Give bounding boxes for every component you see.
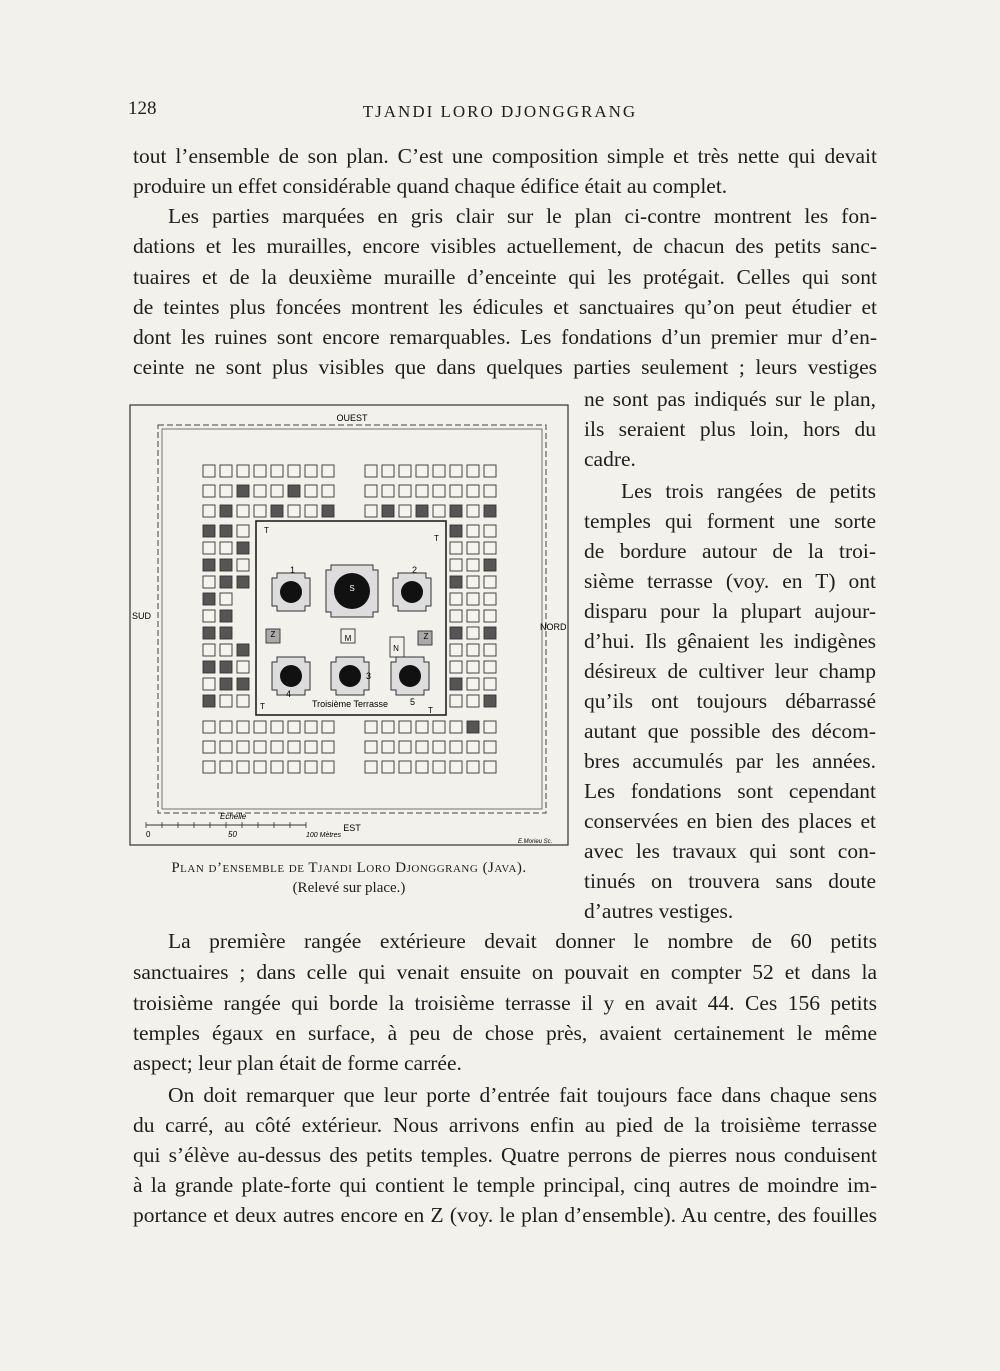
small-temple bbox=[484, 741, 496, 753]
small-temple bbox=[203, 644, 215, 656]
small-temple bbox=[305, 465, 317, 477]
small-temple bbox=[365, 721, 377, 733]
small-temple bbox=[399, 465, 411, 477]
small-temple bbox=[467, 525, 479, 537]
small-temple bbox=[416, 761, 428, 773]
text-line: La première rangée extérieure devait donner le nombre de 60 petits bbox=[168, 929, 877, 953]
side-text-line: d’autres vestiges. bbox=[584, 899, 734, 923]
small-temple bbox=[484, 525, 496, 537]
small-temple bbox=[220, 576, 232, 588]
small-temple bbox=[305, 505, 317, 517]
figure-caption-note: (Relevé sur place.) bbox=[292, 880, 406, 896]
side-text-line: conservées en bien des places et bbox=[584, 809, 876, 833]
small-temple bbox=[220, 627, 232, 639]
shrine bbox=[393, 573, 431, 611]
small-temple bbox=[203, 661, 215, 673]
side-text-line: disparu pour la plupart aujour- bbox=[584, 599, 876, 623]
small-temple bbox=[450, 610, 462, 622]
small-temple bbox=[416, 465, 428, 477]
small-temple bbox=[450, 627, 462, 639]
small-temple bbox=[288, 465, 300, 477]
label-t: T bbox=[264, 526, 269, 535]
site-plan-figure bbox=[128, 403, 570, 849]
small-temple bbox=[271, 465, 283, 477]
small-temple bbox=[382, 485, 394, 497]
shrine-number-1: 1 bbox=[290, 565, 296, 575]
small-temple bbox=[288, 485, 300, 497]
text-line: temples égaux en surface, à peu de chose près, avaient certainement le même bbox=[133, 1021, 877, 1045]
small-temple bbox=[305, 761, 317, 773]
side-text-line: sième terrasse (voy. en T) ont bbox=[584, 569, 876, 593]
side-text-line: Les fondations sont cependant bbox=[584, 779, 876, 803]
small-temple bbox=[399, 721, 411, 733]
small-temple bbox=[220, 610, 232, 622]
small-temple bbox=[450, 695, 462, 707]
side-text-line: tinués on trouvera sans doute bbox=[584, 869, 876, 893]
small-temple bbox=[322, 721, 334, 733]
small-temple bbox=[484, 721, 496, 733]
scale-fifty: 50 bbox=[228, 830, 237, 839]
small-temple bbox=[484, 593, 496, 605]
small-temple bbox=[467, 505, 479, 517]
small-temple bbox=[237, 695, 249, 707]
small-temple bbox=[433, 465, 445, 477]
side-text-line: ils seraient plus loin, hors du bbox=[584, 417, 876, 441]
small-temple bbox=[203, 593, 215, 605]
small-temple bbox=[450, 761, 462, 773]
label-z: Z bbox=[423, 632, 429, 641]
small-temple bbox=[365, 465, 377, 477]
text-line: ceinte ne sont plus visibles que dans quelques parties seulement ; leurs vestiges bbox=[133, 355, 877, 379]
small-temple bbox=[203, 576, 215, 588]
small-temple bbox=[305, 721, 317, 733]
small-temple bbox=[365, 761, 377, 773]
small-temple bbox=[237, 485, 249, 497]
small-temple bbox=[484, 576, 496, 588]
small-temple bbox=[203, 505, 215, 517]
label-t: T bbox=[260, 702, 265, 711]
small-temple bbox=[467, 542, 479, 554]
small-temple bbox=[203, 627, 215, 639]
small-temple bbox=[484, 485, 496, 497]
small-temple bbox=[237, 542, 249, 554]
small-temple bbox=[399, 761, 411, 773]
small-temple bbox=[288, 741, 300, 753]
small-temple bbox=[254, 505, 266, 517]
small-temple bbox=[237, 465, 249, 477]
small-temple bbox=[467, 741, 479, 753]
side-text-line: autant que possible des décom- bbox=[584, 719, 876, 743]
text-line: tuaires et de la deuxième muraille d’enceinte qui les protégait. Celles qui sont bbox=[133, 265, 877, 289]
running-title: TJANDI LORO DJONGGRANG bbox=[362, 102, 638, 121]
small-temple bbox=[450, 525, 462, 537]
small-temple bbox=[365, 505, 377, 517]
page-number: 128 bbox=[128, 98, 157, 119]
text-line: tout l’ensemble de son plan. C’est une composition simple et très nette qui devait bbox=[133, 144, 877, 168]
shrine-number-5: 5 bbox=[410, 697, 416, 707]
figure-frame bbox=[130, 405, 568, 845]
small-temple bbox=[382, 465, 394, 477]
small-temple bbox=[450, 644, 462, 656]
label-z: Z bbox=[270, 630, 276, 639]
small-temple bbox=[203, 465, 215, 477]
small-temple bbox=[399, 505, 411, 517]
small-temple bbox=[450, 576, 462, 588]
small-temple bbox=[220, 695, 232, 707]
side-text-line: cadre. bbox=[584, 447, 636, 471]
text-line: Les parties marquées en gris clair sur le plan ci-contre montrent les fon- bbox=[168, 204, 877, 228]
small-temple bbox=[484, 661, 496, 673]
small-temple bbox=[322, 505, 334, 517]
small-temple bbox=[220, 465, 232, 477]
side-text-line: qu’ils ont toujours débarrassé bbox=[584, 689, 876, 713]
scale-title: Echelle bbox=[220, 812, 247, 821]
small-temple bbox=[254, 741, 266, 753]
small-temple bbox=[254, 485, 266, 497]
shrine bbox=[331, 657, 372, 695]
small-temple bbox=[416, 485, 428, 497]
small-temple bbox=[203, 485, 215, 497]
small-temple bbox=[203, 741, 215, 753]
small-temple bbox=[271, 741, 283, 753]
text-line: qui s’élève au-dessus des petits temples. Quatre perrons de pierres nous conduisent bbox=[133, 1143, 877, 1167]
small-temple bbox=[450, 485, 462, 497]
small-temple bbox=[382, 761, 394, 773]
small-temple bbox=[237, 525, 249, 537]
small-temple bbox=[416, 505, 428, 517]
side-text-line: de bordure autour de la troi- bbox=[584, 539, 876, 563]
small-temple bbox=[220, 644, 232, 656]
small-temple bbox=[416, 721, 428, 733]
small-temple bbox=[467, 695, 479, 707]
scale-hundred: 100 Mètres bbox=[306, 832, 342, 839]
small-temple bbox=[433, 721, 445, 733]
small-temple bbox=[220, 661, 232, 673]
label-sud: SUD bbox=[132, 611, 152, 621]
small-temple bbox=[237, 741, 249, 753]
label-terrace: Troisième Terrasse bbox=[311, 699, 389, 709]
small-temple bbox=[203, 559, 215, 571]
text-line: dont les ruines sont encore remarquables. Les fondations d’un premier mur d’en- bbox=[133, 325, 877, 349]
small-temple bbox=[467, 644, 479, 656]
small-temple bbox=[484, 505, 496, 517]
small-temple bbox=[382, 721, 394, 733]
label-t: T bbox=[434, 534, 439, 543]
small-temple bbox=[484, 559, 496, 571]
side-text-line: Les trois rangées de petits bbox=[621, 479, 876, 503]
small-temple bbox=[450, 542, 462, 554]
small-temple bbox=[203, 721, 215, 733]
small-temple bbox=[220, 761, 232, 773]
small-temple bbox=[365, 485, 377, 497]
small-temple bbox=[484, 627, 496, 639]
text-line: produire un effet considérable quand chaque édifice était au complet. bbox=[133, 174, 728, 198]
small-temple bbox=[365, 741, 377, 753]
small-temple bbox=[288, 761, 300, 773]
text-line: sanctuaires ; dans celle qui venait ensuite on pouvait en compter 52 et dans la bbox=[133, 960, 877, 984]
small-temple bbox=[254, 761, 266, 773]
small-temple bbox=[237, 721, 249, 733]
small-temple bbox=[322, 741, 334, 753]
small-temple bbox=[467, 465, 479, 477]
small-temple bbox=[467, 761, 479, 773]
small-temple bbox=[271, 505, 283, 517]
label-t: T bbox=[428, 706, 433, 715]
small-temple bbox=[220, 741, 232, 753]
small-temple bbox=[484, 465, 496, 477]
text-line: troisième rangée qui borde la troisième terrasse il y en avait 44. Ces 156 petits bbox=[133, 991, 877, 1015]
shrine-number-2: 2 bbox=[412, 565, 418, 575]
small-temple bbox=[305, 485, 317, 497]
small-temple bbox=[237, 678, 249, 690]
text-line: portance et deux autres encore en Z (voy. le plan d’ensemble). Au centre, des fouilles bbox=[133, 1203, 877, 1227]
small-temple bbox=[382, 741, 394, 753]
text-line: du carré, au côté extérieur. Nous arrivons enfin au pied de la troisième terrasse bbox=[133, 1113, 877, 1137]
text-line: On doit remarquer que leur porte d’entrée fait toujours face dans chaque sens bbox=[168, 1083, 877, 1107]
small-temple bbox=[220, 485, 232, 497]
side-text-line: ne sont pas indiqués sur le plan, bbox=[584, 387, 876, 411]
small-temple bbox=[467, 485, 479, 497]
small-temple bbox=[271, 761, 283, 773]
small-temple bbox=[288, 505, 300, 517]
figure-caption: Plan d’ensemble de Tjandi Loro Djonggrang (Java). bbox=[171, 860, 527, 876]
small-temple bbox=[237, 505, 249, 517]
shrine-number-3: 3 bbox=[366, 671, 372, 681]
small-temple bbox=[322, 761, 334, 773]
small-temple bbox=[450, 505, 462, 517]
small-temple bbox=[237, 761, 249, 773]
small-temple bbox=[433, 741, 445, 753]
small-temple bbox=[220, 678, 232, 690]
small-temple bbox=[288, 721, 300, 733]
small-temple bbox=[203, 525, 215, 537]
small-temple bbox=[484, 695, 496, 707]
small-temple bbox=[254, 721, 266, 733]
small-temple bbox=[203, 542, 215, 554]
label-ouest: OUEST bbox=[336, 413, 368, 423]
scale-zero: 0 bbox=[146, 830, 151, 839]
small-temple bbox=[450, 721, 462, 733]
small-temple bbox=[416, 741, 428, 753]
side-text-line: d’hui. Ils gênaient les indigènes bbox=[584, 629, 876, 653]
small-temple bbox=[450, 678, 462, 690]
small-temple bbox=[220, 542, 232, 554]
small-temple bbox=[467, 627, 479, 639]
site-plan-drawing bbox=[128, 403, 570, 849]
small-temple bbox=[220, 559, 232, 571]
small-temple bbox=[220, 721, 232, 733]
small-temple bbox=[450, 593, 462, 605]
small-temple bbox=[467, 593, 479, 605]
text-line: à la grande plate-forte qui contient le temple principal, cinq autres de moindre im- bbox=[133, 1173, 877, 1197]
small-temple bbox=[484, 761, 496, 773]
shrine bbox=[272, 573, 310, 611]
small-temple bbox=[322, 465, 334, 477]
small-temple bbox=[220, 525, 232, 537]
small-temple bbox=[399, 485, 411, 497]
small-temple bbox=[220, 593, 232, 605]
side-text-line: temples qui forment une sorte bbox=[584, 509, 876, 533]
label-s: S bbox=[349, 584, 355, 593]
text-line: aspect; leur plan était de forme carrée. bbox=[133, 1051, 462, 1075]
small-temple bbox=[237, 661, 249, 673]
small-temple bbox=[467, 559, 479, 571]
small-temple bbox=[322, 485, 334, 497]
label-est: EST bbox=[343, 823, 361, 833]
small-temple bbox=[305, 741, 317, 753]
small-temple bbox=[450, 661, 462, 673]
small-temple bbox=[450, 559, 462, 571]
small-temple bbox=[467, 576, 479, 588]
small-temple bbox=[484, 678, 496, 690]
small-temple bbox=[433, 505, 445, 517]
side-text-line: avec les travaux qui sont con- bbox=[584, 839, 876, 863]
small-temple bbox=[484, 610, 496, 622]
text-line: de teintes plus foncées montrent les édicules et sanctuaires qu’on peut étudier et bbox=[133, 295, 877, 319]
small-temple bbox=[467, 610, 479, 622]
shrine-number-4: 4 bbox=[286, 689, 292, 699]
small-temple bbox=[484, 644, 496, 656]
label-nord: NORD bbox=[540, 622, 567, 632]
text-line: dations et les murailles, encore visibles actuellement, de chacun des petits sanc- bbox=[133, 234, 877, 258]
small-temple bbox=[433, 485, 445, 497]
small-temple bbox=[203, 678, 215, 690]
side-text-line: désireux de cultiver leur champ bbox=[584, 659, 876, 683]
small-temple bbox=[467, 678, 479, 690]
small-temple bbox=[399, 741, 411, 753]
small-temple bbox=[382, 505, 394, 517]
side-text-line: bres accumulés par les années. bbox=[584, 749, 876, 773]
small-temple bbox=[203, 761, 215, 773]
small-temple bbox=[271, 721, 283, 733]
small-temple bbox=[203, 695, 215, 707]
engraver-signature: E.Morieu Sc. bbox=[518, 839, 553, 845]
small-temple bbox=[271, 485, 283, 497]
small-temples-group bbox=[203, 465, 496, 773]
small-temple bbox=[237, 559, 249, 571]
small-temple bbox=[254, 465, 266, 477]
small-temple bbox=[484, 542, 496, 554]
small-temple bbox=[467, 721, 479, 733]
small-temple bbox=[237, 576, 249, 588]
small-temple bbox=[450, 465, 462, 477]
small-temple bbox=[450, 741, 462, 753]
small-temple bbox=[237, 644, 249, 656]
small-temple bbox=[467, 661, 479, 673]
shrine bbox=[391, 657, 429, 695]
label-n: N bbox=[393, 644, 399, 653]
small-temple bbox=[203, 610, 215, 622]
small-temple bbox=[433, 761, 445, 773]
label-m: M bbox=[344, 634, 352, 643]
small-temple bbox=[220, 505, 232, 517]
